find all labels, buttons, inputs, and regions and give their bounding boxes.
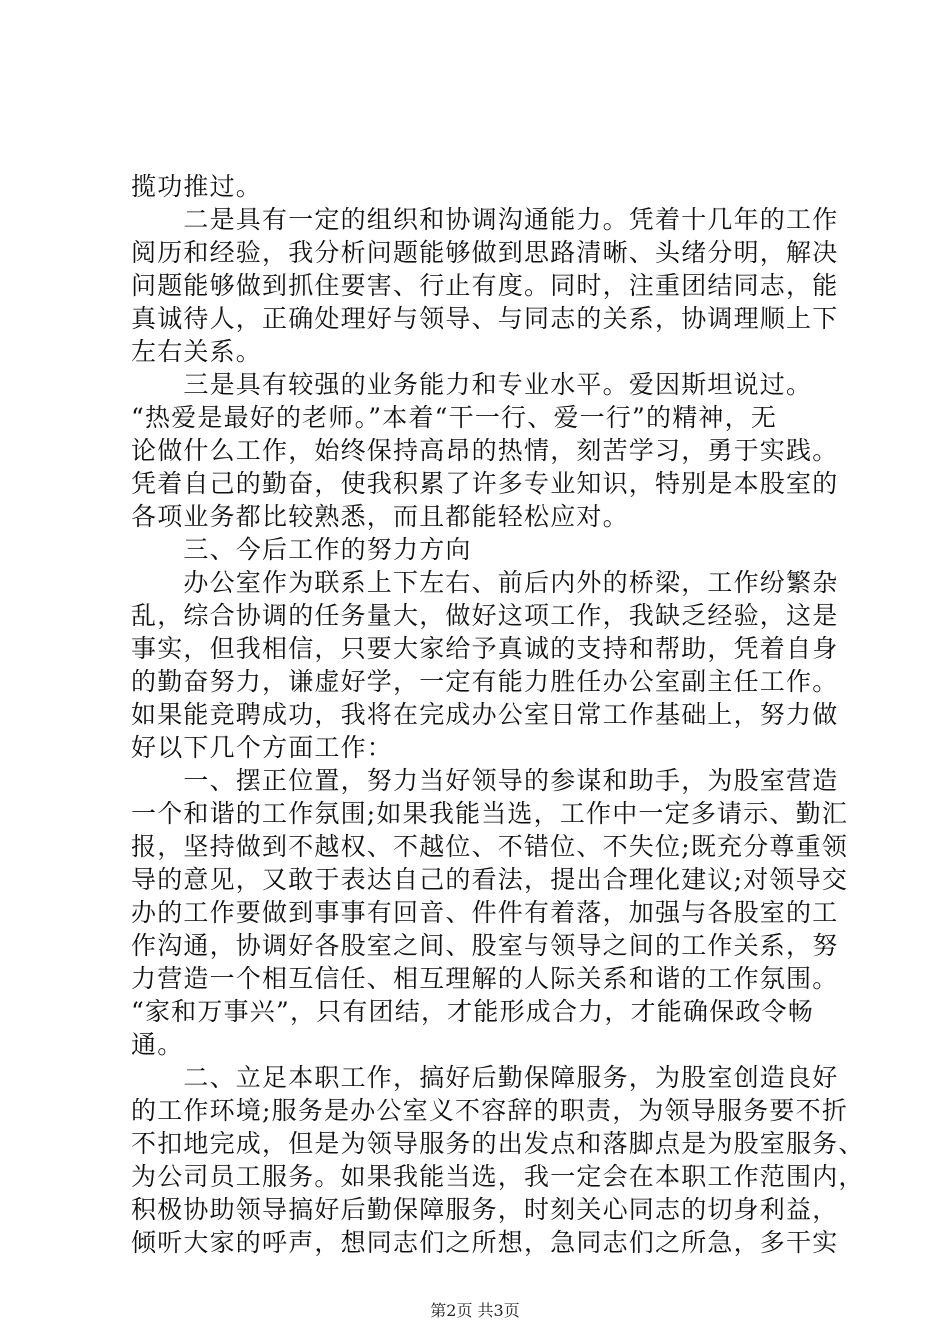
text-line: 不扣地完成，但是为领导服务的出发点和落脚点是为股室服务、 (131, 1129, 865, 1158)
text-line: 力营造一个相互信任、相互理解的人际关系和谐的工作氛围。 (131, 964, 839, 993)
text-line: 为公司员工服务。如果我能当选，我一定会在本职工作范围内， (131, 1162, 865, 1191)
document-body (131, 170, 865, 1259)
text-line: 揽功推过。 (131, 172, 263, 201)
text-line: 通。 (131, 1030, 184, 1059)
text-line: “热爱是最好的老师。”本着“干一行、爱一行”的精神，无 (131, 403, 778, 432)
text-line: 一个和谐的工作氛围;如果我能当选，工作中一定多请示、勤汇 (131, 799, 849, 828)
text-line: 乱，综合协调的任务量大，做好这项工作，我缺乏经验，这是 (131, 601, 839, 630)
text-line: 三、今后工作的努力方向 (131, 535, 472, 564)
text-line: 报，坚持做到不越权、不越位、不错位、不失位;既充分尊重领 (131, 832, 849, 861)
text-line: 积极协助领导搞好后勤保障服务，时刻关心同志的切身利益， (131, 1195, 839, 1224)
text-line: 真诚待人，正确处理好与领导、与同志的关系，协调理顺上下 (131, 304, 839, 333)
text-line: 的勤奋努力，谦虚好学，一定有能力胜任办公室副主任工作。 (131, 667, 839, 696)
text-line: 如果能竞聘成功，我将在完成办公室日常工作基础上，努力做 (131, 700, 839, 729)
text-line: 论做什么工作，始终保持高昂的热情，刻苦学习，勇于实践。 (131, 436, 839, 465)
text-line: 的工作环境;服务是办公室义不容辞的职责，为领导服务要不折 (131, 1096, 849, 1125)
text-line: “家和万事兴”，只有团结，才能形成合力，才能确保政令畅 (131, 997, 814, 1026)
text-line: 三是具有较强的业务能力和专业水平。爱因斯坦说过。 (131, 370, 813, 399)
text-line: 左右关系。 (131, 337, 263, 366)
text-line: 一、摆正位置，努力当好领导的参谋和助手，为股室营造 (131, 766, 839, 795)
text-line: 阅历和经验，我分析问题能够做到思路清晰、头绪分明，解决 (131, 238, 839, 267)
page-footer: 第2页 共3页 (430, 1301, 520, 1320)
text-line: 办的工作要做到事事有回音、件件有着落，加强与各股室的工 (131, 898, 839, 927)
text-line: 办公室作为联系上下左右、前后内外的桥梁，工作纷繁杂 (131, 568, 839, 597)
text-line: 作沟通，协调好各股室之间、股室与领导之间的工作关系，努 (131, 931, 839, 960)
text-line: 凭着自己的勤奋，使我积累了许多专业知识，特别是本股室的 (131, 469, 839, 498)
text-line: 各项业务都比较熟悉，而且都能轻松应对。 (131, 502, 629, 531)
text-line: 好以下几个方面工作： (131, 733, 394, 762)
text-line: 倾听大家的呼声，想同志们之所想，急同志们之所急，多干实 (131, 1228, 839, 1257)
text-line: 导的意见，又敢于表达自己的看法，提出合理化建议;对领导交 (131, 865, 849, 894)
text-line: 事实，但我相信，只要大家给予真诚的支持和帮助，凭着自身 (131, 634, 839, 663)
text-line: 二是具有一定的组织和协调沟通能力。凭着十几年的工作 (131, 205, 839, 234)
text-line: 问题能够做到抓住要害、行止有度。同时，注重团结同志，能 (131, 271, 839, 300)
text-line: 二、立足本职工作，搞好后勤保障服务，为股室创造良好 (131, 1063, 839, 1092)
